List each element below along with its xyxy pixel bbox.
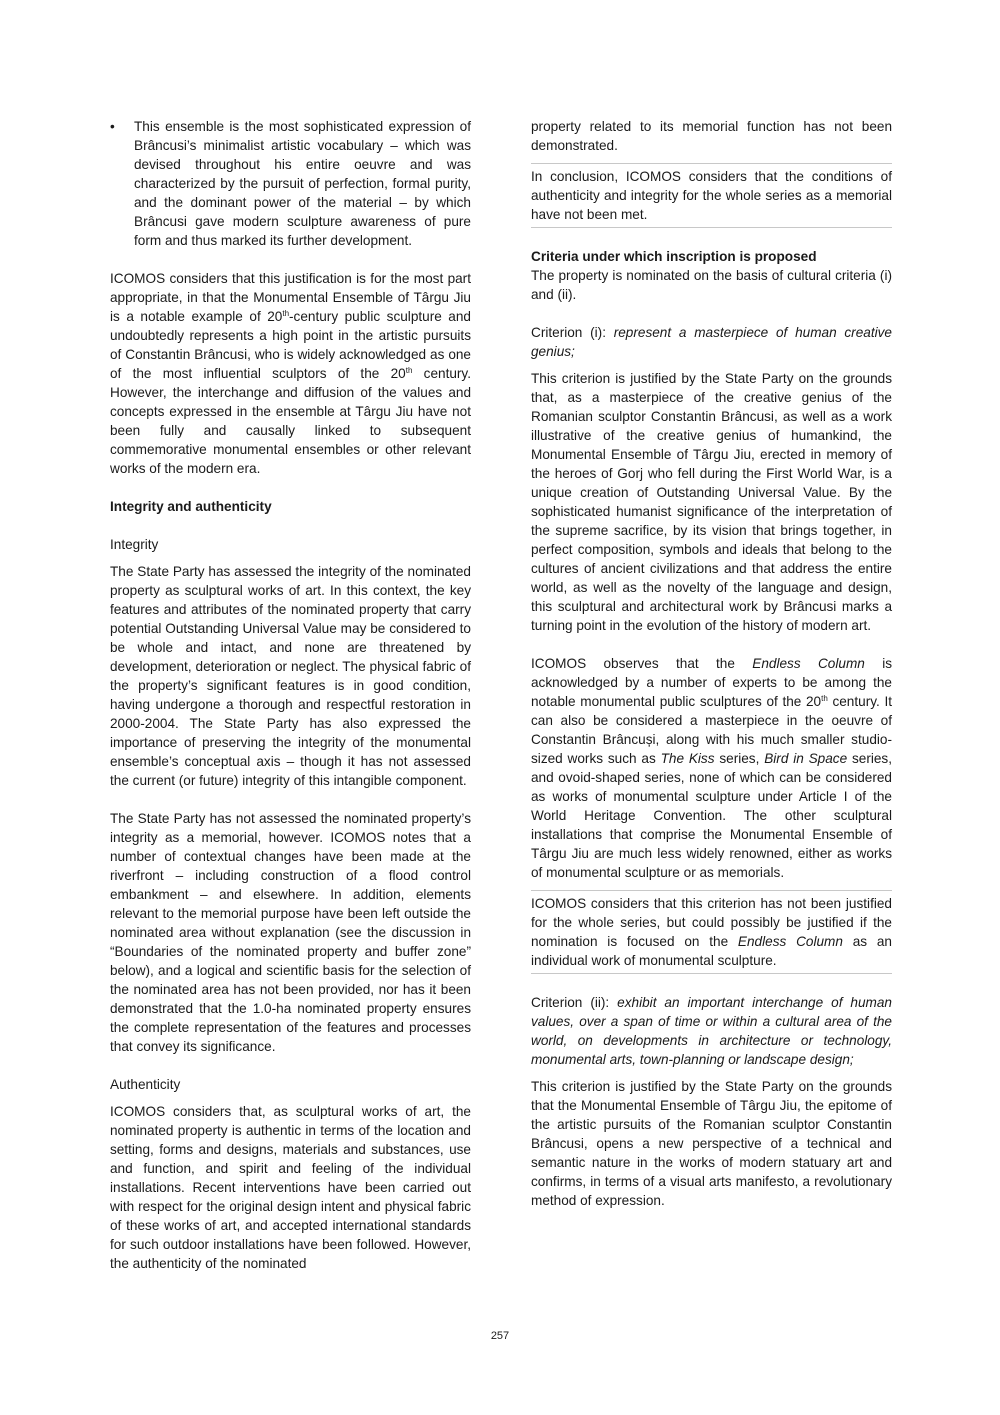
right-column (531, 117, 892, 1210)
text-span: century. It can also be considered a masterpiece in the oeuvre of Constantin Brâncuși, along with his much smaller studio-sized works such as (531, 694, 892, 766)
superscript: th (282, 309, 290, 318)
superscript: th (405, 366, 413, 375)
conclusion-text: In conclusion, ICOMOS considers that the conditions of authenticity and integrity for the whole series as a memorial have not been met. (531, 169, 892, 222)
italic-span: The Kiss (660, 751, 715, 766)
text-span: series, and ovoid-shaped series, none of which can be considered as works of monumental sculpture under Article I of the World Heritage Convention. The other sculptural installations that comprise the Monumental Ensemble of Târgu Jiu are much less widely renowned, either as works of monumental sculpture or as memorials. (531, 751, 892, 880)
conclusion-box (531, 163, 892, 228)
heading-criteria: Criteria under which inscription is proposed (531, 249, 817, 264)
criterion-text: exhibit an important interchange of human values, over a span of time or within a cultural area of the world, on developments in architecture or technology, monumental arts, town-planning or landscape design; (531, 995, 892, 1067)
paragraph-integrity-1: The State Party has assessed the integrity of the nominated property as sculptural works of art. In this context, the key features and attributes of the nominated property that carry potential Outstanding Universal Value may be considered to be whole and intact, and none are threatened by development, deterioration or neglect. The physical fabric of the property’s significant features is in good condition, having undergone a thorough and respectful restoration in 2000-2004. The State Party has also expressed the importance of preserving the integrity of the monumental ensemble’s conceptual axis – though it has not assessed the current (or future) integrity of this intangible component. (110, 564, 471, 788)
heading-integrity-authenticity: Integrity and authenticity (110, 499, 272, 514)
bullet-paragraph (110, 117, 471, 250)
criterion-text: represent a masterpiece of human creative genius; (531, 325, 892, 359)
italic-span: Endless Column (737, 934, 843, 949)
paragraph-criteria: The property is nominated on the basis of cultural criteria (i) and (ii). (531, 268, 892, 302)
paragraph-criterion-ii: This criterion is justified by the State Party on the grounds that the Monumental Ensemble of Târgu Jiu, the epitome of the artistic pursuits of the Romanian sculptor Constantin Brâncusi, opens a new perspective of a technical and semantic nature in the works of modern statuary art and confirms, in terms of a visual arts manifesto, a revolutionary method of expression. (531, 1079, 892, 1208)
left-column (110, 117, 471, 1273)
text-span: is acknowledged by a number of experts to be among the notable monumental public sculptures of the 20 (531, 656, 893, 709)
italic-span: Endless Column (752, 656, 865, 671)
paragraph-integrity-2: The State Party has not assessed the nominated property’s integrity as a memorial, however. ICOMOS notes that a number of contextual changes have been made at the riverfront – including construction of a flood control embankment – and elsewhere. In addition, elements relevant to the memorial purpose have been left outside the nominated area without explanation (see the discussion in “Boundaries of the nominated property and buffer zone” below), and a logical and scientific basis for the selection of the nominated area has not been provided, nor has it been demonstrated that the 1.0-ha nominated property ensures the complete representation of the features and processes that convey its significance. (110, 811, 471, 1054)
paragraph-criterion-i: This criterion is justified by the State Party on the grounds that, as a masterpiece of the creative genius of the Romanian sculptor Constantin Brâncusi, as well as a work illustrative of the creative genius of humankind, the Monumental Ensemble of Târgu Jiu, erected in memory of the heroes of Gorj who fell during the First World War, is a unique creation of Outstanding Universal Value. By the sophisticated humanist significance of the interpretation of the supreme sacrifice, by its vision that brings together, in perfect composition, symbols and ideals that belong to the cultures of ancient civilizations and that address the entire world, as well as the novelty of the language and design, this sculptural and architectural work by Brâncusi marks a turning point in the evolution of the history of modern art. (531, 371, 892, 633)
text-span: -century public sculpture and undoubtedly represents a high point in the artistic pursuits of Constantin Brâncusi, who is widely acknowledged as one of the most influential sculptors of the 20 (110, 309, 471, 381)
superscript: th (821, 694, 828, 703)
bullet-icon: • (110, 119, 115, 134)
text-span: century. However, the interchange and diffusion of the values and concepts expressed in the ensemble at Târgu Jiu have not been fully and causally linked to subsequent commemorative monumental ensembles or other relevant works of the modern era. (110, 366, 471, 476)
italic-span: Bird in Space (764, 751, 848, 766)
paragraph-authenticity: ICOMOS considers that, as sculptural works of art, the nominated property is authentic in terms of the location and setting, forms and designs, materials and substances, use and function, and spirit and feeling of the individual installations. Recent interventions have been carried out with respect for the original design intent and physical fabric of these works of art, and accepted international standards for such outdoor installations have been followed. However, the authenticity of the nominated (110, 1104, 471, 1271)
text-span: as an individual work of monumental sculpture. (531, 934, 892, 968)
criterion-i-assessment-box (531, 890, 892, 974)
criterion-label: Criterion (i): (531, 325, 614, 340)
text-span: ICOMOS considers that this criterion has not been justified for the whole series, but could possibly be justified if the nomination is focused on the (531, 896, 892, 949)
text-span: series, (714, 751, 765, 766)
criterion-i-statement (531, 323, 892, 361)
paragraph-icomos-justification (110, 269, 471, 478)
subheading-authenticity: Authenticity (110, 1077, 181, 1092)
bullet-text: This ensemble is the most sophisticated expression of Brâncusi’s minimalist artistic vocabulary – which was devised throughout his entire oeuvre and was characterized by the pursuit of perfection, formal purity, and the dominant power of the material – by which Brâncusi gave modern sculpture awareness of pure form and thus marked its further development. (134, 119, 471, 248)
page-number: 257 (490, 1330, 510, 1342)
criterion-i-assessment-text (531, 894, 892, 970)
criterion-ii-statement (531, 993, 892, 1069)
paragraph-icomos-observes (531, 654, 892, 882)
paragraph-continuation: property related to its memorial function has not been demonstrated. (531, 119, 892, 153)
text-span: ICOMOS considers that this justification is for the most part appropriate, in that the Monumental Ensemble of Târgu Jiu is a notable example of 20 (110, 271, 471, 324)
text-span: ICOMOS observes that the (531, 656, 753, 671)
criterion-label: Criterion (ii): (531, 995, 618, 1010)
subheading-integrity: Integrity (110, 537, 159, 552)
